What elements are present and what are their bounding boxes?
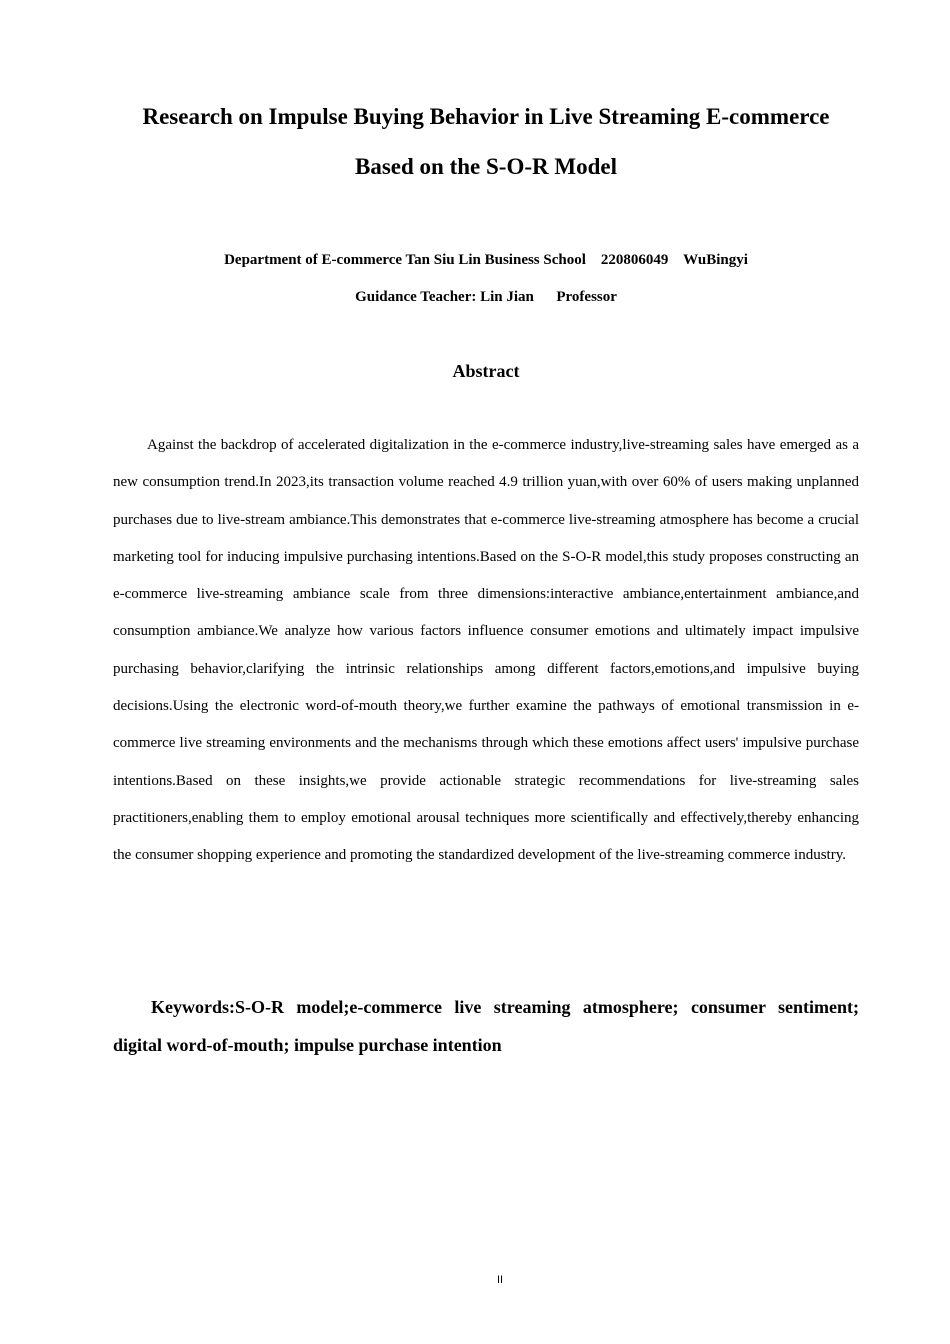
paper-title-line-1: Research on Impulse Buying Behavior in Live Streaming E-commerce bbox=[142, 104, 830, 129]
author-affiliation: Department of E-commerce Tan Siu Lin Business School 220806049 WuBingyi bbox=[224, 252, 748, 268]
guidance-teacher: Guidance Teacher: Lin Jian Professor bbox=[355, 289, 617, 305]
abstract-heading: Abstract bbox=[452, 361, 520, 381]
abstract-body: Against the backdrop of accelerated digitalization in the e-commerce industry,live-streaming sales have emerged as a new consumption trend.In 2023,its transaction volume reached 4.9 trillion yuan,with over 60% of users making unplanned purchases due to live-stream ambiance.This demonstrates that e-commerce live-streaming atmosphere has become a crucial marketing tool for inducing impulsive purchasing intentions.Based on the S-O-R model,this study proposes constructing an e-commerce live-streaming ambiance scale from three dimensions:interactive ambiance,entertainment ambiance,and consumption ambiance.We analyze how various factors influence consumer emotions and ultimately impact impulsive purchasing behavior,clarifying the intrinsic relationships among different factors,emotions,and impulsive buying decisions.Using the electronic word-of-mouth theory,we further examine the pathways of emotional transmission in e-commerce live streaming environments and the mechanisms through which these emotions affect users' impulsive purchase intentions.Based on these insights,we provide actionable strategic recommendations for live-streaming sales practitioners,enabling them to employ emotional arousal techniques more scientifically and effectively,thereby enhancing the consumer shopping experience and promoting the standardized development of the live-streaming commerce industry. bbox=[113, 437, 859, 864]
keywords: Keywords:S-O-R model;e-commerce live streaming atmosphere; consumer sentiment; digital word-of-mouth; impulse purchase intention bbox=[113, 997, 859, 1055]
page-number: II bbox=[496, 1274, 504, 1286]
paper-title-line-2: Based on the S-O-R Model bbox=[355, 154, 617, 179]
